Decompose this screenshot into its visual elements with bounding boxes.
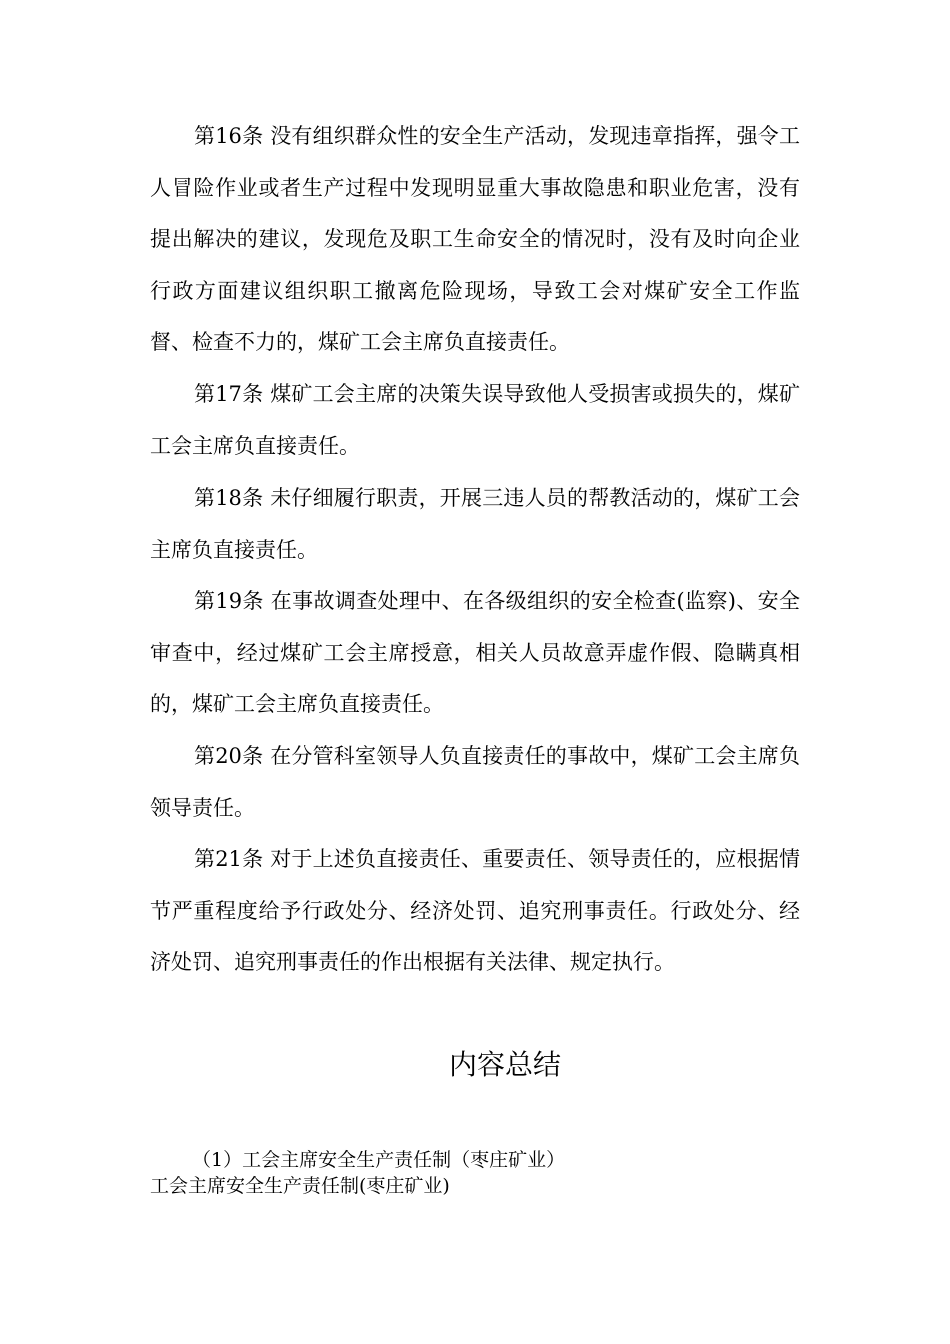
- article-17: 第17条 煤矿工会主席的决策失误导致他人受损害或损失的，煤矿工会主席负直接责任。: [150, 382, 800, 458]
- article-21: 第21条 对于上述负直接责任、重要责任、领导责任的，应根据情节严重程度给予行政处分、经济处罚、追究刑事责任。行政处分、经济处罚、追究刑事责任的作出根据有关法律、规定执行。: [150, 847, 800, 974]
- summary-item: （1）工会主席安全生产责任制（枣庄矿业）: [192, 1149, 566, 1171]
- article-16: 第16条 没有组织群众性的安全生产活动，发现违章指挥，强令工人冒险作业或者生产过程中发现明显重大事故隐患和职业危害，没有提出解决的建议，发现危及职工生命安全的情况时，没有及时向企业行政方面建议组织职工撤离危险现场，导致工会对煤矿安全工作监督、检查不力的，煤矿工会主席负直接责任。: [150, 124, 800, 354]
- article-20: 第20条 在分管科室领导人负直接责任的事故中，煤矿工会主席负领导责任。: [150, 744, 800, 820]
- article-18: 第18条 未仔细履行职责，开展三违人员的帮教活动的，煤矿工会主席负直接责任。: [150, 486, 800, 562]
- summary-heading: 内容总结: [448, 1048, 561, 1081]
- summary-item: 工会主席安全生产责任制(枣庄矿业): [150, 1175, 450, 1197]
- article-19: 第19条 在事故调查处理中、在各级组织的安全检查(监察)、安全审查中，经过煤矿工会主席授意，相关人员故意弄虚作假、隐瞒真相的，煤矿工会主席负直接责任。: [150, 589, 800, 716]
